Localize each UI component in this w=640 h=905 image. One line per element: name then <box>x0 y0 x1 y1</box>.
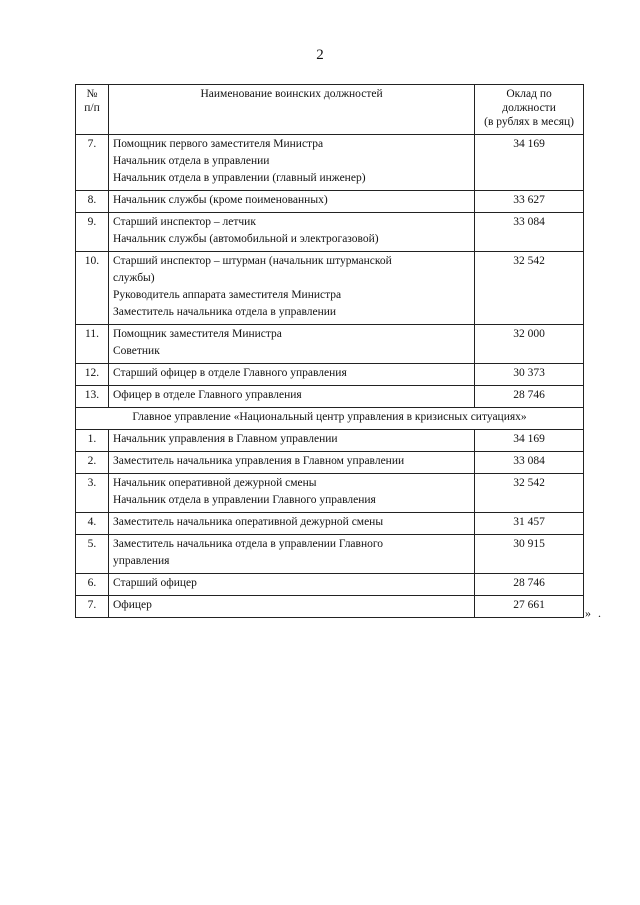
position-line: Начальник отдела в управлении (главный инженер) <box>112 172 366 184</box>
position-line: Начальник отдела в управлении <box>112 155 270 167</box>
table-section <box>76 408 584 430</box>
row-position-name <box>108 513 474 535</box>
row-number: 11. <box>76 325 109 364</box>
row-number: 4. <box>76 513 109 535</box>
row-position-name <box>108 574 474 596</box>
row-number: 7. <box>76 135 109 191</box>
table-row <box>76 452 584 474</box>
position-line: Старший инспектор – штурман (начальник штурманской <box>112 255 392 267</box>
position-line: Офицер <box>112 599 152 611</box>
position-line: управления <box>112 555 170 567</box>
row-salary: 32 542 <box>475 474 584 513</box>
position-line: Старший инспектор – летчик <box>112 216 256 228</box>
row-position-name <box>108 596 474 618</box>
row-salary: 32 000 <box>475 325 584 364</box>
row-position-name <box>108 535 474 574</box>
table-row <box>76 364 584 386</box>
row-salary: 28 746 <box>475 386 584 408</box>
row-position-name <box>108 452 474 474</box>
header-salary-line: Оклад по <box>506 88 552 100</box>
position-line: Руководитель аппарата заместителя Министра <box>112 289 342 301</box>
row-number: 9. <box>76 213 109 252</box>
row-number: 6. <box>76 574 109 596</box>
position-line: Советник <box>112 345 160 357</box>
row-salary: 27 661 <box>475 596 584 618</box>
table-row <box>76 430 584 452</box>
row-position-name <box>108 191 474 213</box>
position-line: Заместитель начальника отдела в управлении Главного <box>112 538 384 550</box>
section-row <box>76 408 584 430</box>
position-line: Помощник первого заместителя Министра <box>112 138 324 150</box>
position-line: Помощник заместителя Министра <box>112 328 282 340</box>
table-row <box>76 135 584 191</box>
row-number: 7. <box>76 596 109 618</box>
row-position-name <box>108 325 474 364</box>
scan-speck <box>233 850 247 854</box>
page-number: 2 <box>316 47 324 63</box>
table-row <box>76 191 584 213</box>
row-position-name <box>108 252 474 325</box>
header-position-name: Наименование воинских должностей <box>108 85 474 135</box>
row-salary: 34 169 <box>475 430 584 452</box>
table-row <box>76 574 584 596</box>
header-salary <box>475 85 584 135</box>
row-number: 13. <box>76 386 109 408</box>
position-line: службы) <box>112 272 155 284</box>
position-line: Офицер в отделе Главного управления <box>112 389 302 401</box>
table-row <box>76 325 584 364</box>
table-body-top <box>76 135 584 408</box>
table-row <box>76 596 584 618</box>
table-row <box>76 474 584 513</box>
position-line: Начальник оперативной дежурной смены <box>112 477 317 489</box>
row-position-name <box>108 213 474 252</box>
row-position-name <box>108 430 474 452</box>
row-position-name <box>108 386 474 408</box>
position-line: Заместитель начальника отдела в управлении <box>112 306 337 318</box>
position-line: Начальник службы (автомобильной и электрогазовой) <box>112 233 379 245</box>
table-row <box>76 386 584 408</box>
row-salary: 30 915 <box>475 535 584 574</box>
row-number: 2. <box>76 452 109 474</box>
table-body-bottom <box>76 430 584 618</box>
closing-quote: » . <box>585 606 603 620</box>
header-number <box>76 85 109 135</box>
position-line: Старший офицер <box>112 577 197 589</box>
table-row <box>76 535 584 574</box>
position-line: Начальник отдела в управлении Главного управления <box>112 494 376 506</box>
position-line: Начальник службы (кроме поименованных) <box>112 194 328 206</box>
row-salary: 28 746 <box>475 574 584 596</box>
header-number-line: п/п <box>84 102 100 114</box>
table-header-row <box>76 85 584 135</box>
position-line: Заместитель начальника оперативной дежурной смены <box>112 516 384 528</box>
row-salary: 31 457 <box>475 513 584 535</box>
row-number: 12. <box>76 364 109 386</box>
position-line: Старший офицер в отделе Главного управления <box>112 367 347 379</box>
row-salary: 33 627 <box>475 191 584 213</box>
table-row <box>76 213 584 252</box>
table-row <box>76 513 584 535</box>
header-number-line: № <box>86 88 98 100</box>
row-number: 1. <box>76 430 109 452</box>
row-position-name <box>108 364 474 386</box>
row-salary: 33 084 <box>475 213 584 252</box>
row-number: 8. <box>76 191 109 213</box>
row-number: 5. <box>76 535 109 574</box>
row-number: 3. <box>76 474 109 513</box>
section-title: Главное управление «Национальный центр управления в кризисных ситуациях» <box>76 408 584 430</box>
row-position-name <box>108 135 474 191</box>
row-number: 10. <box>76 252 109 325</box>
row-position-name <box>108 474 474 513</box>
position-line: Начальник управления в Главном управлении <box>112 433 338 445</box>
row-salary: 33 084 <box>475 452 584 474</box>
row-salary: 34 169 <box>475 135 584 191</box>
position-line: Заместитель начальника управления в Главном управлении <box>112 455 405 467</box>
row-salary: 32 542 <box>475 252 584 325</box>
salary-table <box>75 84 584 618</box>
table-row <box>76 252 584 325</box>
header-salary-line: (в рублях в месяц) <box>484 116 575 128</box>
header-salary-line: должности <box>502 102 556 114</box>
row-salary: 30 373 <box>475 364 584 386</box>
